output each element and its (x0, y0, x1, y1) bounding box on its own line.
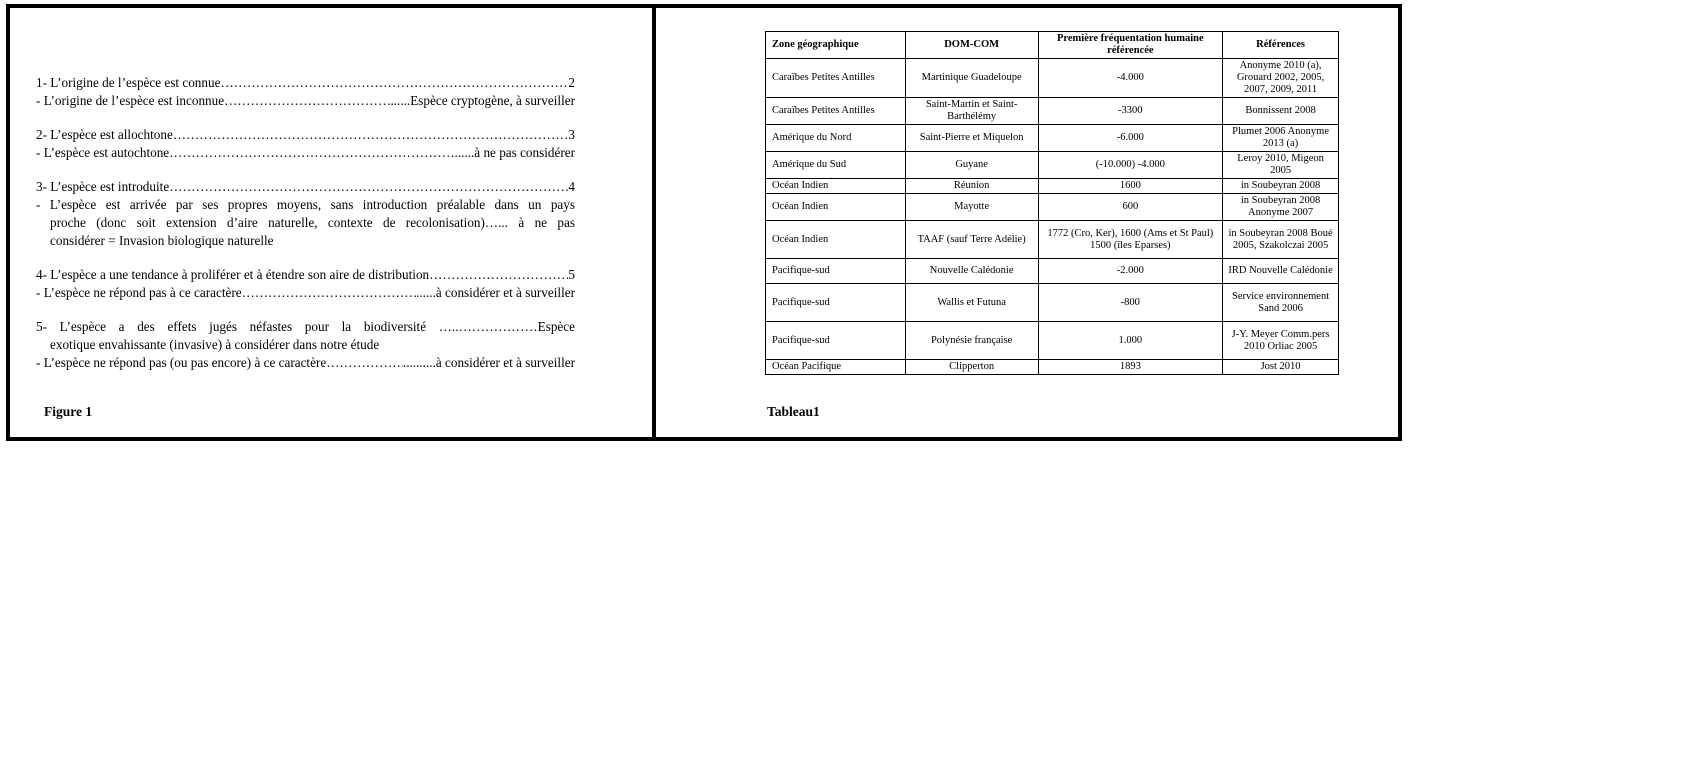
cell-dom-com: Martinique Guadeloupe (905, 59, 1038, 98)
key-line: considérer = Invasion biologique naturelle (50, 233, 274, 248)
cell-zone: Caraïbes Petites Antilles (766, 98, 906, 125)
cell-references: IRD Nouvelle Calédonie (1223, 259, 1339, 284)
cell-dom-com: Polynésie française (905, 322, 1038, 360)
cell-zone: Pacifique-sud (766, 284, 906, 322)
table-row (766, 194, 1339, 221)
key-step-5 (36, 318, 575, 372)
key-target: 3 (568, 127, 575, 142)
key-line: 1- L’origine de l’espèce est connue (36, 75, 221, 90)
cell-first-frequentation: 1.000 (1038, 322, 1223, 360)
cell-first-frequentation: -2.000 (1038, 259, 1223, 284)
key-outcome: ......à ne pas considérer (454, 145, 575, 160)
panel-divider (652, 4, 656, 441)
key-step-4 (36, 266, 575, 302)
cell-dom-com: Nouvelle Calédonie (905, 259, 1038, 284)
key-line: - L’espèce ne répond pas (ou pas encore) à ce caractère (36, 355, 327, 370)
key-target: 5 (568, 267, 575, 282)
key-line: proche (donc soit extension d’aire naturelle, contexte de recolonisation)…... à ne pas (50, 215, 575, 230)
cell-zone: Océan Indien (766, 179, 906, 194)
table-caption: Tableau1 (767, 404, 820, 419)
key-step-2 (36, 126, 575, 162)
cell-zone: Pacifique-sud (766, 322, 906, 360)
data-table (765, 31, 1339, 375)
cell-references: in Soubeyran 2008 (1223, 179, 1339, 194)
key-target: 2 (568, 75, 575, 90)
cell-references: in Soubeyran 2008 Anonyme 2007 (1223, 194, 1339, 221)
cell-zone: Océan Indien (766, 221, 906, 259)
cell-dom-com: Clipperton (905, 360, 1038, 375)
key-line: exotique envahissante (invasive) à considérer dans notre étude (50, 337, 380, 352)
column-header: Première fréquentation humaine référencée (1038, 32, 1223, 59)
cell-first-frequentation: (-10.000) -4.000 (1038, 152, 1223, 179)
key-step-1 (36, 74, 575, 110)
table-row (766, 179, 1339, 194)
cell-dom-com: Wallis et Futuna (905, 284, 1038, 322)
cell-dom-com: Saint-Pierre et Miquelon (905, 125, 1038, 152)
key-outcome: ..........à considérer et à surveiller (402, 355, 575, 370)
table-row (766, 98, 1339, 125)
cell-first-frequentation: 600 (1038, 194, 1223, 221)
column-header: Zone géographique (766, 32, 906, 59)
cell-zone: Amérique du Nord (766, 125, 906, 152)
cell-dom-com: TAAF (sauf Terre Adélie) (905, 221, 1038, 259)
cell-references: Jost 2010 (1223, 360, 1339, 375)
column-header: DOM-COM (905, 32, 1038, 59)
key-line: - L’origine de l’espèce est inconnue (36, 93, 225, 108)
identification-key (36, 74, 575, 388)
cell-first-frequentation: 1772 (Cro, Ker), 1600 (Ams et St Paul) 1500 (îles Eparses) (1038, 221, 1223, 259)
cell-first-frequentation: 1600 (1038, 179, 1223, 194)
cell-references: Service environnement Sand 2006 (1223, 284, 1339, 322)
cell-dom-com: Mayotte (905, 194, 1038, 221)
cell-first-frequentation: 1893 (1038, 360, 1223, 375)
table-row (766, 59, 1339, 98)
key-target: 4 (568, 179, 575, 194)
key-line: 5- L’espèce a des effets jugés néfastes pour la biodiversité …..………………Espèce (36, 319, 575, 334)
cell-first-frequentation: -800 (1038, 284, 1223, 322)
cell-zone: Océan Indien (766, 194, 906, 221)
table-row (766, 152, 1339, 179)
key-outcome: ......à considérer et à surveiller (416, 285, 575, 300)
table-row (766, 322, 1339, 360)
key-line: 4- L’espèce a une tendance à proliférer et à étendre son aire de distribution (36, 267, 430, 282)
table-row (766, 259, 1339, 284)
cell-references: Leroy 2010, Migeon 2005 (1223, 152, 1339, 179)
column-header: Références (1223, 32, 1339, 59)
cell-zone: Amérique du Sud (766, 152, 906, 179)
cell-zone: Océan Pacifique (766, 360, 906, 375)
cell-references: in Soubeyran 2008 Boué 2005, Szakolczai 2005 (1223, 221, 1339, 259)
cell-first-frequentation: -6.000 (1038, 125, 1223, 152)
cell-references: J-Y. Meyer Comm.pers 2010 Orliac 2005 (1223, 322, 1339, 360)
cell-first-frequentation: -3300 (1038, 98, 1223, 125)
cell-references: Plumet 2006 Anonyme 2013 (a) (1223, 125, 1339, 152)
cell-dom-com: Saint-Martin et Saint-Barthélémy (905, 98, 1038, 125)
table-row (766, 284, 1339, 322)
key-line: - L’espèce est arrivée par ses propres moyens, sans introduction préalable dans un pays (36, 197, 575, 212)
table-row (766, 125, 1339, 152)
key-line: - L’espèce ne répond pas à ce caractère (36, 285, 242, 300)
cell-dom-com: Guyane (905, 152, 1038, 179)
cell-references: Anonyme 2010 (a), Grouard 2002, 2005, 2007, 2009, 2011 (1223, 59, 1339, 98)
key-step-3 (36, 178, 575, 250)
table-row (766, 221, 1339, 259)
cell-references: Bonnissent 2008 (1223, 98, 1339, 125)
cell-zone: Pacifique-sud (766, 259, 906, 284)
table-header-row (766, 32, 1339, 59)
cell-dom-com: Réunion (905, 179, 1038, 194)
table-row (766, 360, 1339, 375)
key-line: - L’espèce est autochtone (36, 145, 170, 160)
key-outcome: ......Espèce cryptogène, à surveiller (390, 93, 575, 108)
figure-caption: Figure 1 (44, 404, 93, 419)
cell-zone: Caraïbes Petites Antilles (766, 59, 906, 98)
key-line: 3- L’espèce est introduite (36, 179, 170, 194)
key-line: 2- L’espèce est allochtone (36, 127, 173, 142)
cell-first-frequentation: -4.000 (1038, 59, 1223, 98)
